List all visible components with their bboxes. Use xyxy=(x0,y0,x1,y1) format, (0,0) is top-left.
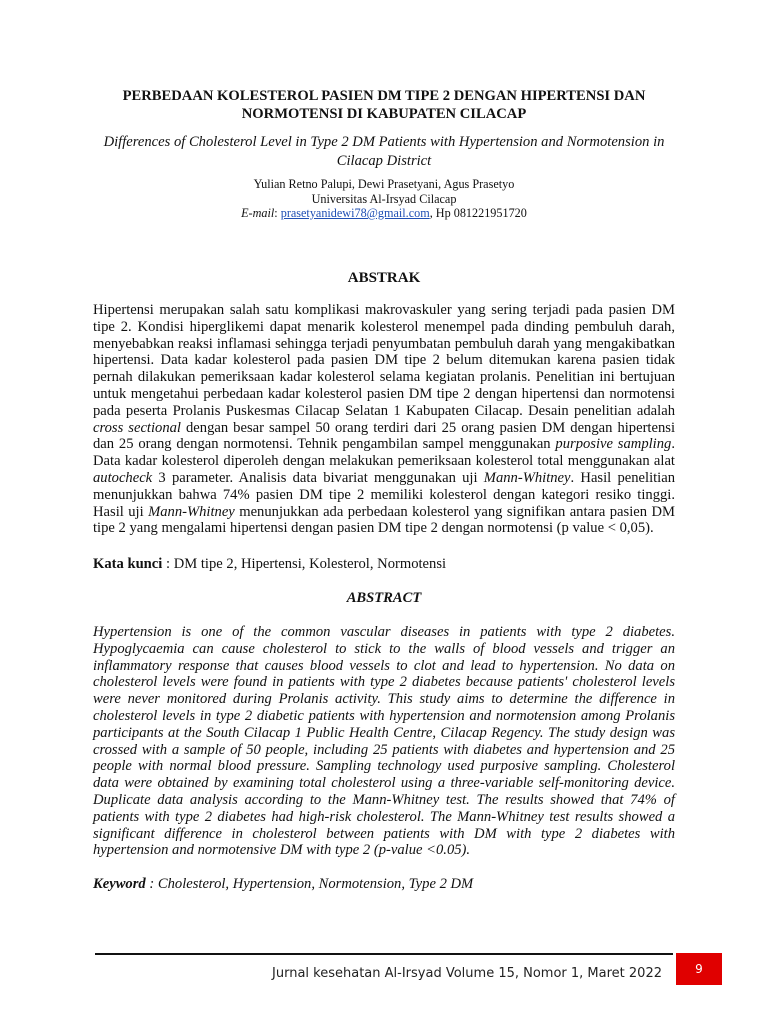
keyword-text: : Cholesterol, Hypertension, Normotension, Type 2 DM xyxy=(145,876,474,892)
keyword-line xyxy=(93,875,675,893)
kata-kunci-text: : DM tipe 2, Hipertensi, Kolesterol, Normotensi xyxy=(162,556,447,572)
kata-kunci-line xyxy=(93,555,675,573)
abstrak-text-3: . Data kadar kolesterol diperoleh dengan melakukan pemeriksaan kolesterol total menggunakan alat xyxy=(93,436,675,470)
keyword-label: Keyword xyxy=(93,876,146,892)
email-label: E-mail xyxy=(241,206,275,220)
abstrak-text-6: menunjukkan ada perbedaan kolesterol yang signifikan antara pasien DM tipe 2 yang mengalami hipertensi dengan pasien DM tipe 2 dengan normotensi (p value < 0,05). xyxy=(93,503,675,537)
abstrak-italic-3: autocheck xyxy=(93,469,153,486)
journal-footer: Jurnal kesehatan Al-Irsyad Volume 15, Nomor 1, Maret 2022 xyxy=(272,966,662,981)
abstrak-heading: ABSTRAK xyxy=(347,270,421,286)
abstrak-text-5: . Hasil penelitian menunjukkan bahwa 74% pasien DM tipe 2 memiliki kolesterol dengan kategori resiko tinggi. Hasil uji xyxy=(93,469,676,520)
contact-line: E-mail: prasetyanidewi78@gmail.com, Hp 081221951720 xyxy=(241,206,527,220)
paper-subtitle: Differences of Cholesterol Level in Type 2 DM Patients with Hypertension and Normotension in Cilacap District xyxy=(103,134,665,169)
phone-text: , Hp 081221951720 xyxy=(429,206,527,220)
paper-title: PERBEDAAN KOLESTEROL PASIEN DM TIPE 2 DENGAN HIPERTENSI DAN NORMOTENSI DI KABUPATEN CILACAP xyxy=(122,88,646,122)
abstrak-body xyxy=(93,302,675,537)
abstrak-italic-4: Mann-Whitney xyxy=(483,469,571,486)
author-block xyxy=(92,177,676,221)
kata-kunci-label: Kata kunci xyxy=(93,556,163,572)
affiliation: Universitas Al-Irsyad Cilacap xyxy=(311,191,457,206)
footer-divider xyxy=(95,953,673,955)
abstrak-text-1: Hipertensi merupakan salah satu komplikasi makrovaskuler yang sering terjadi pada pasien DM tipe 2. Kondisi hiperglikemi dapat menarik kolesterol menempel pada dinding pembuluh darah, menyebabkan reaksi inflamasi sehingga terjadi penyumbatan pembuluh darah yang mengakibatkan hipertensi. Data kadar kolesterol pada pasien DM tipe 2 belum ditemukan karena pasien tidak pernah dilakukan pemeriksaan kadar kolesterol selama kegiatan prolanis. Penelitian ini bertujuan untuk mengetahui perbedaan kadar kolesterol pasien DM tipe 2 dengan hipertensi dan normotensi pada peserta Prolanis Puskesmas Cilacap Selatan 1 Kabupaten Cilacap. Desain penelitian adalah xyxy=(93,302,675,419)
abstract-body: Hypertension is one of the common vascular diseases in patients with type 2 diabetes. Hypoglycaemia can cause cholesterol to stick to the walls of blood vessels and trigger an inflammatory response that causes blood vessels to clot and lead to hypertension. No data on cholesterol levels were found in patients with type 2 diabetes because patients' cholesterol levels were never monitored during Prolanis activity. This study aims to determine the difference in cholesterol levels in type 2 diabetic patients with hypertension and normotension among Prolanis participants at the South Cilacap 1 Public Health Centre, Cilacap Regency. The study design was crossed with a sample of 50 people, including 25 patients with diabetes and hypertension and 25 people with normal blood pressure. Sampling technology used purposive sampling. Cholesterol data were obtained by examining total cholesterol using a three-variable self-monitoring device. Duplicate data analysis according to the Mann-Whitney test. The results showed that 74% of patients with type 2 diabetes had high-risk cholesterol. The Mann-Whitney test results showed a significant difference in cholesterol between patients with DM with type 2 diabetes with hypertension and normotensive DM with type 2 (p-value <0.05). xyxy=(93,624,675,859)
abstrak-italic-1: cross sectional xyxy=(93,419,181,436)
email-link[interactable]: prasetyanidewi78@gmail.com xyxy=(280,206,430,220)
abstrak-italic-5: Mann-Whitney xyxy=(148,503,235,520)
author-names: Yulian Retno Palupi, Dewi Prasetyani, Agus Prasetyo xyxy=(253,177,515,191)
abstrak-italic-2: purposive sampling xyxy=(555,436,672,453)
abstrak-text-4: 3 parameter. Analisis data bivariat menggunakan uji xyxy=(152,469,484,486)
abstract-heading: ABSTRACT xyxy=(346,590,422,606)
abstrak-text-2: dengan besar sampel 50 orang terdiri dari 25 orang pasien DM dengan hipertensi dan 25 orang dengan normotensi. Tehnik pengambilan sampel menggunakan xyxy=(93,419,675,453)
page-number-badge: 9 xyxy=(676,953,722,985)
